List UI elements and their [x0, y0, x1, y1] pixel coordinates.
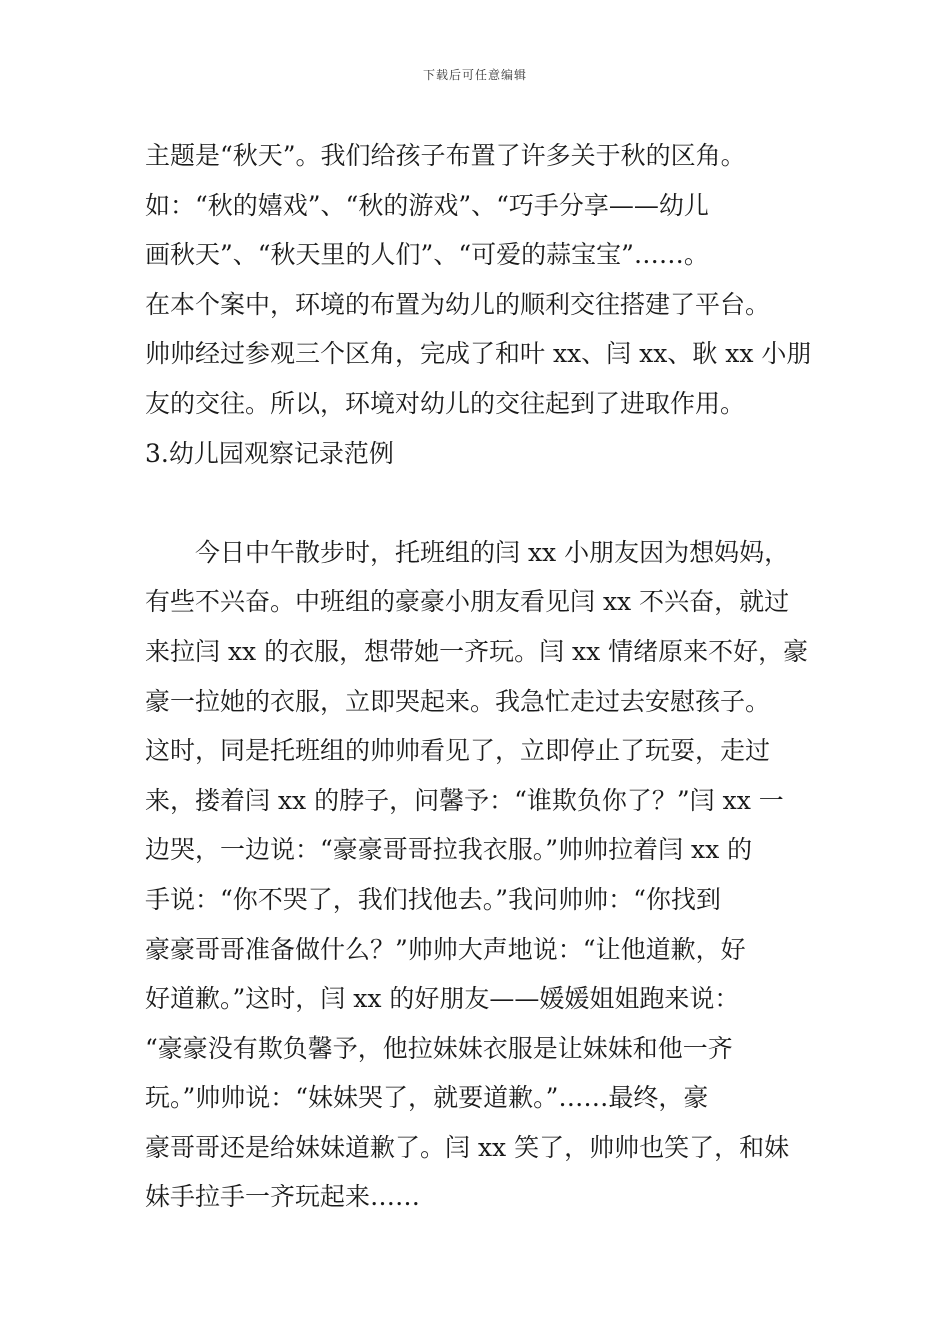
text-line: 友的交往。所以，环境对幼儿的交往起到了进取作用。 [145, 388, 746, 418]
text-line: 在本个案中，环境的布置为幼儿的顺利交往搭建了平台。 [145, 289, 771, 319]
paragraph-observation [145, 528, 810, 1222]
text-line: 边哭，一边说：“豪豪哥哥拉我衣服。”帅帅拉着闫 xx 的 [145, 835, 753, 865]
text-line: 来拉闫 xx 的衣服，想带她一齐玩。闫 xx 情绪原来不好，豪 [145, 636, 809, 666]
section-heading: 3.幼儿园观察记录范例 [145, 438, 394, 468]
text-line: “豪豪没有欺负馨予，他拉妹妹衣服是让妹妹和他一齐 [145, 1033, 733, 1063]
text-line: 手说：“你不哭了，我们找他去。”我问帅帅：“你找到 [145, 884, 721, 914]
document-body [145, 131, 810, 1222]
text-line: 帅帅经过参观三个区角，完成了和叶 xx、闫 xx、耿 xx 小朋 [145, 339, 812, 369]
page-header: 下载后可任意编辑 [422, 68, 527, 82]
paragraph-spacer [145, 478, 810, 528]
text-line: 主题是“秋天”。我们给孩子布置了许多关于秋的区角。 [145, 141, 746, 170]
text-line: 画秋天”、“秋天里的人们”、“可爱的蒜宝宝”……。 [145, 240, 709, 270]
text-line: 好道歉。”这时，闫 xx 的好朋友——媛媛姐姐跑来说： [145, 984, 740, 1014]
paragraph-environment [145, 131, 810, 429]
text-line: 有些不兴奋。中班组的豪豪小朋友看见闫 xx 不兴奋，就过 [145, 587, 790, 617]
text-line: 豪哥哥还是给妹妹道歉了。闫 xx 笑了，帅帅也笑了，和妹 [145, 1132, 790, 1162]
text-line: 这时，同是托班组的帅帅看见了，立即停止了玩耍，走过 [145, 736, 771, 766]
text-line: 豪一拉她的衣服，立即哭起来。我急忙走过去安慰孩子。 [145, 686, 771, 716]
text-line: 妹手拉手一齐玩起来…… [145, 1182, 421, 1212]
text-line: 玩。”帅帅说：“妹妹哭了，就要道歉。”……最终，豪 [145, 1083, 709, 1113]
text-line: 来，搂着闫 xx 的脖子，问馨予：“谁欺负你了？”闫 xx 一 [145, 785, 784, 815]
text-line: 豪豪哥哥准备做什么？”帅帅大声地说：“让他道歉，好 [145, 934, 746, 964]
text-line: 今日中午散步时，托班组的闫 xx 小朋友因为想妈妈， [195, 537, 790, 567]
text-line: 如：“秋的嬉戏”、“秋的游戏”、“巧手分享——幼儿 [145, 190, 709, 220]
